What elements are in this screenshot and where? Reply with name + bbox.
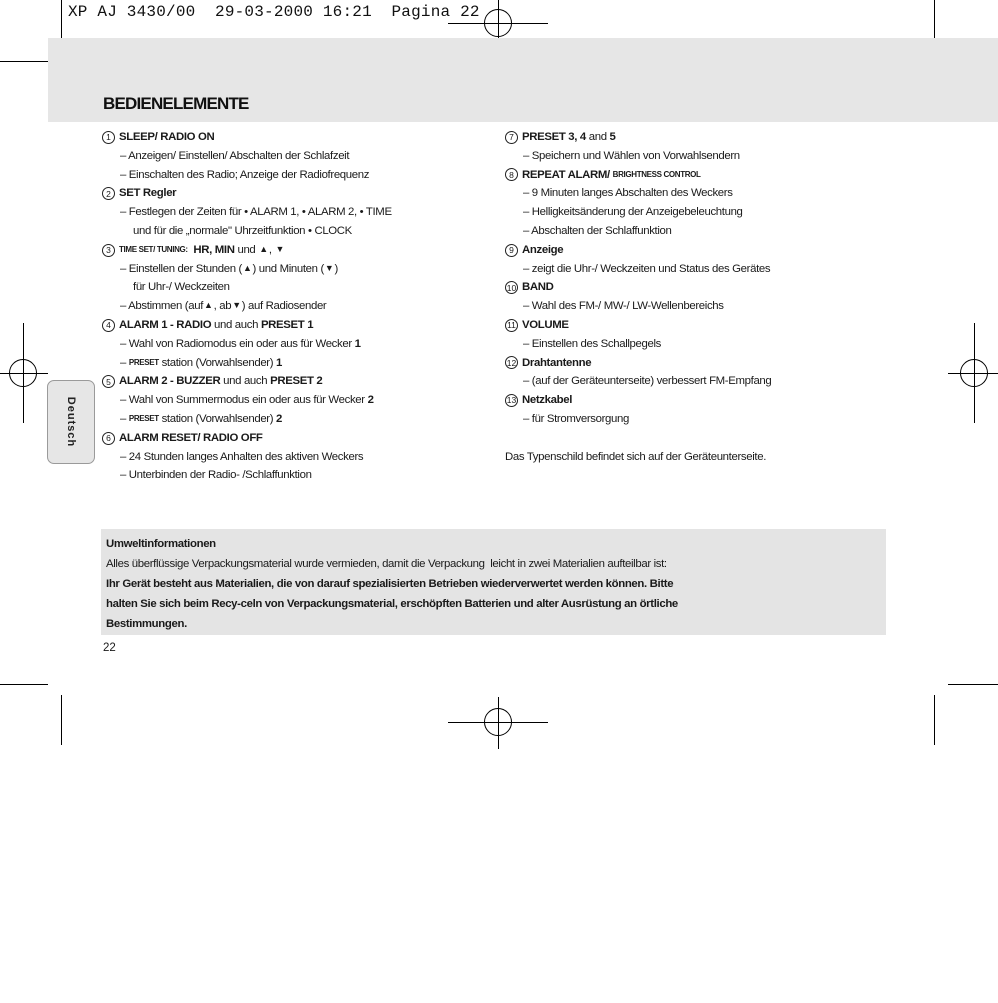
left-column	[102, 128, 497, 485]
item-5-title: ALARM 2 - BUZZER	[119, 375, 221, 388]
item-10-line-1: – Wahl des FM-/ MW-/ LW-Wellenbereichs	[523, 300, 724, 313]
item-11-title: VOLUME	[522, 318, 569, 331]
item-2-line-2: und für die „normale" Uhrzeitfunktion • CLOCK	[133, 224, 352, 237]
item-5-line-1	[102, 391, 497, 410]
item-8-line-1: – 9 Minuten langes Abschalten des Weckers	[523, 187, 733, 200]
item-3-line-3	[102, 297, 497, 316]
arrow-down-icon: ▼	[275, 243, 285, 254]
item-10-heading	[505, 278, 890, 297]
item-number-10: 10	[506, 282, 517, 293]
language-tab-label: Deutsch	[65, 396, 77, 448]
registration-target-left-h	[0, 373, 48, 374]
print-header	[68, 3, 480, 21]
arrow-up-icon: ▲	[204, 300, 213, 311]
crop-mark-bottom-left-v	[61, 695, 62, 745]
item-4-line-2	[102, 354, 497, 373]
item-8-title-sc: BRIGHTNESS CONTROL	[612, 169, 701, 179]
item-7-heading	[505, 128, 890, 147]
item-8-line-2: – Helligkeitsänderung der Anzeigebeleuchtung	[523, 206, 743, 219]
item-7-line-1: – Speichern und Wählen von Vorwahlsendern	[523, 149, 740, 162]
info-line-1: Alles überflüssige Verpackungsmaterial wurde vermieden, damit die Verpackung leicht in zwei Materialien aufteilbar ist:	[106, 558, 667, 570]
item-5-title-2: PRESET 2	[270, 375, 323, 388]
arrow-down-icon: ▼	[232, 300, 241, 311]
item-5-line-2-preset: PRESET	[128, 413, 159, 423]
item-11-line-1: – Einstellen des Schallpegels	[523, 337, 662, 350]
item-8-line-3: – Abschalten der Schlaffunktion	[523, 224, 672, 237]
item-5-line-2	[102, 410, 497, 429]
item-5-line-1a: – Wahl von Summermodus ein oder aus für Wecker	[120, 394, 365, 407]
typenschild-note: Das Typenschild befindet sich auf der Geräteunterseite.	[505, 450, 767, 463]
item-number-13: 13	[506, 395, 517, 406]
item-4-line-2-preset: PRESET	[128, 357, 159, 367]
item-13-heading	[505, 391, 890, 410]
page-number: 22	[103, 642, 116, 654]
item-12-title: Drahtantenne	[522, 356, 592, 369]
item-2-heading	[102, 184, 497, 203]
item-8-title: REPEAT ALARM/	[522, 168, 610, 181]
item-11-heading	[505, 316, 890, 335]
print-header-date: 29-03-2000	[215, 3, 314, 21]
right-column	[505, 128, 890, 466]
item-13-title: Netzkabel	[522, 394, 573, 407]
item-4-mid: und auch	[214, 318, 259, 331]
item-3-comma: ,	[209, 243, 212, 256]
info-heading: Umweltinformationen	[106, 538, 216, 550]
item-number-6: 6	[102, 432, 115, 445]
item-12-heading	[505, 354, 890, 373]
item-9-heading	[505, 241, 890, 260]
item-4-line-2-dash: –	[120, 356, 126, 369]
item-number-5: 5	[102, 375, 115, 388]
info-line-3: halten Sie sich beim Recy-celn von Verpackungsmaterial, erschöpften Batterien und alter Ausrüstung an örtliche	[106, 598, 678, 610]
item-6-heading	[102, 429, 497, 448]
item-number-2: 2	[102, 187, 115, 200]
item-3-sep: ,	[268, 243, 272, 256]
item-9-title: Anzeige	[522, 243, 564, 256]
info-line-4: Bestimmungen.	[106, 618, 187, 630]
item-number-3: 3	[102, 244, 115, 257]
spacer	[505, 429, 890, 448]
item-4-line-2b: 1	[276, 356, 283, 369]
print-header-slug: XP AJ 3430/00	[68, 3, 196, 21]
registration-target-left-v	[23, 323, 24, 423]
crop-mark-bottom-right-h	[948, 684, 998, 685]
item-number-1: 1	[102, 131, 115, 144]
item-5-mid: und auch	[223, 375, 268, 388]
item-4-line-1	[102, 335, 497, 354]
item-3-line-1b: ) und Minuten (	[252, 262, 324, 275]
crop-mark-bottom-right-v	[934, 695, 935, 745]
arrow-down-icon: ▼	[324, 262, 334, 273]
item-number-4: 4	[102, 319, 115, 332]
item-7-title-2: 5	[609, 131, 616, 143]
environmental-info-box	[101, 529, 886, 635]
arrow-up-icon: ▲	[259, 243, 268, 254]
item-9-line-1: – zeigt die Uhr-/ Weckzeiten und Status des Gerätes	[523, 262, 771, 275]
item-4-line-1a: – Wahl von Radiomodus ein oder aus für Wecker	[120, 337, 352, 350]
item-number-8: 8	[505, 168, 518, 181]
item-4-line-2a: station (Vorwahlsender)	[161, 356, 274, 369]
print-header-time: 16:21	[322, 3, 372, 21]
item-3-heading	[102, 241, 497, 260]
item-10-title: BAND	[522, 281, 554, 294]
item-1-line-1: – Anzeigen/ Einstellen/ Abschalten der Schlafzeit	[120, 149, 350, 162]
item-5-line-1b: 2	[367, 394, 374, 407]
crop-mark-top-left-h	[0, 61, 48, 62]
registration-target-right-h	[948, 373, 998, 374]
item-4-heading	[102, 316, 497, 335]
item-3-line-3b: , ab	[213, 300, 232, 313]
page-title: BEDIENELEMENTE	[103, 94, 249, 113]
item-3-line-1	[102, 260, 497, 279]
item-6-line-1: – 24 Stunden langes Anhalten des aktiven Weckers	[120, 450, 364, 463]
item-3-min: MIN	[214, 243, 235, 256]
item-number-9: 9	[505, 244, 518, 257]
item-3-line-3c: ) auf Radiosender	[241, 300, 327, 313]
item-3-line-1c: )	[334, 262, 338, 275]
item-1-line-2: – Einschalten des Radio; Anzeige der Radiofrequenz	[120, 168, 370, 181]
item-5-line-2a: station (Vorwahlsender)	[161, 412, 274, 425]
print-header-pagina: Pagina 22	[391, 3, 480, 21]
item-number-12: 12	[506, 357, 517, 368]
item-4-line-1b: 1	[354, 337, 361, 350]
item-1-heading	[102, 128, 497, 147]
item-2-title: SET Regler	[119, 187, 177, 200]
item-3-line-1a: – Einstellen der Stunden (	[120, 262, 242, 275]
arrow-up-icon: ▲	[242, 262, 252, 273]
registration-target-right-v	[974, 323, 975, 423]
item-3-line-2: für Uhr-/ Weckzeiten	[133, 281, 230, 294]
item-3-line-3a: – Abstimmen (auf	[120, 300, 204, 313]
item-3-title: TIME SET/ TUNING:	[119, 244, 188, 254]
item-3-und: und	[237, 243, 256, 256]
item-7-and: and	[588, 131, 607, 143]
item-5-line-2b: 2	[276, 412, 283, 425]
item-4-title: ALARM 1 - RADIO	[119, 318, 212, 331]
item-number-11: 11	[505, 319, 518, 332]
item-5-line-2-dash: –	[120, 412, 126, 425]
item-number-7: 7	[505, 131, 518, 144]
info-line-2: Ihr Gerät besteht aus Materialien, die von darauf spezialisierten Betrieben wiederverwertet werden können. Bitte	[106, 578, 674, 590]
item-12-line-1: – (auf der Geräteunterseite) verbessert FM-Empfang	[523, 375, 772, 388]
item-4-title-2: PRESET 1	[260, 318, 314, 331]
item-1-title: SLEEP/ RADIO ON	[119, 131, 215, 143]
registration-target-bottom-v	[498, 697, 499, 749]
language-tab	[47, 380, 95, 464]
item-3-hr: HR	[193, 243, 210, 256]
item-6-line-2: – Unterbinden der Radio- /Schlaffunktion	[120, 469, 312, 482]
item-8-heading	[505, 166, 890, 185]
item-13-line-1: – für Stromversorgung	[523, 412, 629, 425]
crop-mark-bottom-left-h	[0, 684, 48, 685]
item-5-heading	[102, 372, 497, 391]
item-7-title: PRESET 3, 4	[522, 131, 586, 143]
item-6-title: ALARM RESET/ RADIO OFF	[119, 431, 263, 444]
item-2-line-1: – Festlegen der Zeiten für • ALARM 1, • ALARM 2, • TIME	[120, 206, 392, 219]
